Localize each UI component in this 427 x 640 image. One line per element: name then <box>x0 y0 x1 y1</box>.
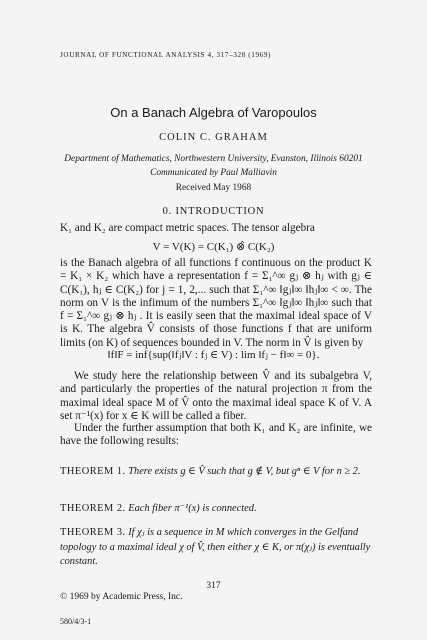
theorem-2 <box>60 502 372 517</box>
journal-header: JOURNAL OF FUNCTIONAL ANALYSIS 4, 317–328 (1969) <box>60 51 272 59</box>
theorem-label: THEOREM 1. <box>60 466 126 477</box>
section-heading: 0. INTRODUCTION <box>162 206 265 217</box>
theorem-statement: There exists g ∈ V̂ such that g ∉ V, but gⁿ ∈ V for n ≥ 2. <box>128 466 361 477</box>
page-number: 317 <box>206 581 221 591</box>
author-affiliation: Department of Mathematics, Northwestern University, Evanston, Illinois 60201 <box>64 154 363 164</box>
paper-title: On a Banach Algebra of Varopoulos <box>110 105 317 120</box>
theorem-3 <box>60 526 372 570</box>
paragraph-study: We study here the relationship between V̂ and its subalgebra V, and particularly the properties of the natural projection π from the maximal ideal space M of V̂ onto the maximal ideal space K of V. A set π⁻¹(x) for x ∈ K will be called a fiber. <box>60 370 372 422</box>
equation-norm: ‖f‖F = inf{sup(‖fⱼ‖V : fⱼ ∈ V) : lim ‖fⱼ − f‖∞ = 0}. <box>107 349 320 361</box>
equation-tensor-algebra: V = V(K) = C(K₁) ⊗̂ C(K₂) <box>152 241 275 253</box>
theorem-1 <box>60 465 372 480</box>
communicated-by: Communicated by Paul Malliavin <box>150 168 277 178</box>
theorem-label: THEOREM 3. <box>60 527 126 538</box>
received-date: Received May 1968 <box>175 183 252 193</box>
theorem-label: THEOREM 2. <box>60 503 126 514</box>
theorem-statement: Each fiber π⁻¹(x) is connected. <box>128 503 257 514</box>
copyright-notice: © 1969 by Academic Press, Inc. <box>60 592 183 602</box>
paragraph-assumption: Under the further assumption that both K₁ and K₂ are infinite, we have the following results: <box>60 422 372 448</box>
paragraph-intro: K₁ and K₂ are compact metric spaces. The tensor algebra <box>60 222 315 234</box>
print-code: 580/4/3-1 <box>60 617 92 626</box>
paragraph-definition: is the Banach algebra of all functions f continuous on the product K = K₁ × K₂ which have a representation f = Σ₁^∞ gⱼ ⊗ hⱼ with gⱼ ∈ C(K₁), hⱼ ∈ C(K₂) for j = 1, 2,... such that Σ₁^∞ ‖gⱼ‖∞ ‖hⱼ‖∞ < ∞. The norm on V is the infimum of the numbers Σ₁^∞ ‖gⱼ‖∞ ‖hⱼ‖∞ such that f = Σ₁^∞ gⱼ ⊗ hⱼ . It is easily seen that the maximal ideal space of V is K. The algebra V̂ consists of those functions f that are uniform limits (on K) of sequences bounded in V. The norm in V̂ is given by <box>60 257 372 349</box>
author-name: COLIN C. GRAHAM <box>159 132 268 143</box>
theorem-statement: If χⱼ is a sequence in M which converges in the Gelfand topology to a maximal ideal χ of V̂, then either χ ∈ K, or π(χⱼ) is eventually constant. <box>60 527 371 567</box>
